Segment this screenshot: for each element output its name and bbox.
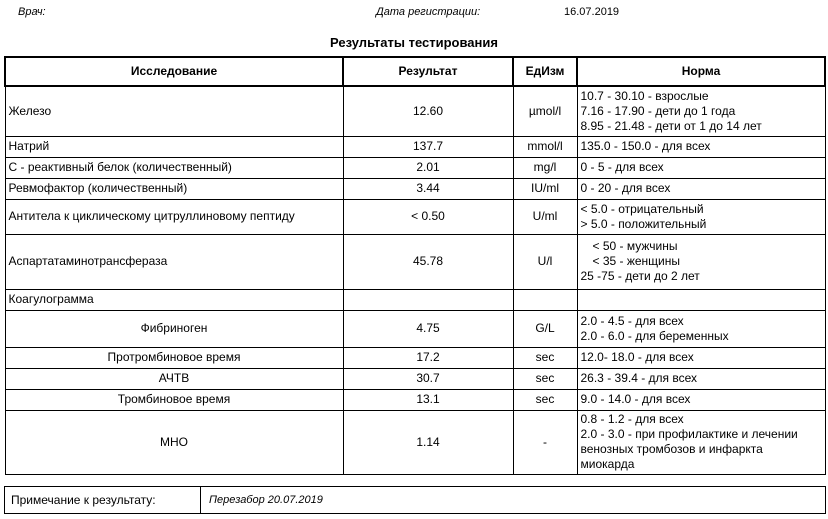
norm-line: венозных тромбозов и инфаркта: [580, 442, 763, 456]
test-group-name: Коагулограмма: [5, 289, 343, 310]
registration-date-value: 16.07.2019: [564, 6, 620, 18]
test-name: Ревмофактор (количественный): [5, 178, 343, 199]
results-table: [4, 56, 826, 475]
test-result: 2.01: [343, 157, 513, 178]
test-result: 3.44: [343, 178, 513, 199]
test-result: [343, 289, 513, 310]
test-norm: [577, 368, 825, 389]
norm-line: 0 - 5 - для всех: [580, 160, 664, 174]
table-row: [5, 157, 825, 178]
test-unit: U/l: [513, 234, 577, 289]
result-note: [4, 486, 826, 514]
test-unit: mmol/l: [513, 136, 577, 157]
table-row: [5, 368, 825, 389]
test-norm: [577, 389, 825, 410]
test-norm: [577, 289, 825, 310]
norm-line: < 35 - женщины: [592, 254, 681, 268]
doctor-label: Врач:: [18, 6, 46, 18]
norm-line: < 50 - мужчины: [592, 239, 678, 253]
test-result: 4.75: [343, 310, 513, 347]
test-name: Антитела к циклическому цитруллиновому пептиду: [5, 199, 343, 234]
norm-line: 2.0 - 6.0 - для беременных: [580, 328, 729, 343]
table-row: [5, 199, 825, 234]
norm-line: 12.0- 18.0 - для всех: [580, 350, 694, 364]
test-norm: [577, 199, 825, 234]
norm-line: 8.95 - 21.48 - дети от 1 до 14 лет: [580, 118, 762, 133]
test-norm: [577, 178, 825, 199]
table-row: [5, 310, 825, 347]
test-norm: [577, 310, 825, 347]
table-row: [5, 86, 825, 136]
test-result: 13.1: [343, 389, 513, 410]
norm-line: 26.3 - 39.4 - для всех: [580, 371, 698, 385]
test-unit: G/L: [513, 310, 577, 347]
test-unit: [513, 289, 577, 310]
test-unit: U/ml: [513, 199, 577, 234]
test-result: 12.60: [343, 86, 513, 136]
test-result: 30.7: [343, 368, 513, 389]
table-row: [5, 136, 825, 157]
report-title: Результаты тестирования: [330, 35, 498, 50]
test-name: Натрий: [5, 136, 343, 157]
test-unit: mg/l: [513, 157, 577, 178]
test-result: 1.14: [343, 410, 513, 474]
norm-line: 25 -75 - дети до 2 лет: [580, 269, 700, 283]
test-result: < 0.50: [343, 199, 513, 234]
test-name: Тромбиновое время: [5, 389, 343, 410]
norm-line: > 5.0 - положительный: [580, 216, 707, 231]
test-norm: [577, 136, 825, 157]
test-unit: sec: [513, 368, 577, 389]
norm-line: 10.7 - 30.10 - взрослые: [580, 88, 709, 103]
test-result: 137.7: [343, 136, 513, 157]
column-header-unit: ЕдИзм: [513, 57, 577, 86]
test-unit: µmol/l: [513, 86, 577, 136]
test-result: 17.2: [343, 347, 513, 368]
test-norm: [577, 347, 825, 368]
norm-line: 2.0 - 4.5 - для всех: [580, 313, 684, 328]
table-row: [5, 289, 825, 310]
test-unit: IU/ml: [513, 178, 577, 199]
test-name: Фибриноген: [5, 310, 343, 347]
test-norm: [577, 234, 825, 289]
test-name: Аспартатаминотрансфераза: [5, 234, 343, 289]
test-unit: sec: [513, 389, 577, 410]
column-header-result: Результат: [343, 57, 513, 86]
note-label: Примечание к результату:: [5, 487, 201, 513]
table-row: [5, 178, 825, 199]
norm-line: 7.16 - 17.90 - дети до 1 года: [580, 103, 736, 118]
test-unit: sec: [513, 347, 577, 368]
test-name: Протромбиновое время: [5, 347, 343, 368]
test-norm: [577, 86, 825, 136]
norm-line: 0 - 20 - для всех: [580, 181, 671, 195]
test-name: Железо: [5, 86, 343, 136]
test-norm: [577, 157, 825, 178]
note-value: Перезабор 20.07.2019: [209, 494, 323, 506]
test-name: С - реактивный белок (количественный): [5, 157, 343, 178]
table-row: [5, 347, 825, 368]
registration-date-label: Дата регистрации:: [376, 6, 481, 18]
norm-line: 2.0 - 3.0 - при профилактике и лечении: [580, 427, 798, 441]
test-unit: -: [513, 410, 577, 474]
column-header-test: Исследование: [5, 57, 343, 86]
norm-line: 9.0 - 14.0 - для всех: [580, 392, 691, 406]
norm-line: < 5.0 - отрицательный: [580, 201, 704, 216]
table-row: [5, 410, 825, 474]
test-name: АЧТВ: [5, 368, 343, 389]
test-norm: [577, 410, 825, 474]
table-row: [5, 389, 825, 410]
test-name: МНО: [5, 410, 343, 474]
table-header-row: [5, 57, 825, 86]
column-header-norm: Норма: [577, 57, 825, 86]
norm-line: 135.0 - 150.0 - для всех: [580, 139, 711, 153]
norm-line: миокарда: [580, 457, 635, 471]
report-header: [0, 6, 828, 22]
table-row: [5, 234, 825, 289]
norm-line: 0.8 - 1.2 - для всех: [580, 412, 684, 426]
test-result: 45.78: [343, 234, 513, 289]
